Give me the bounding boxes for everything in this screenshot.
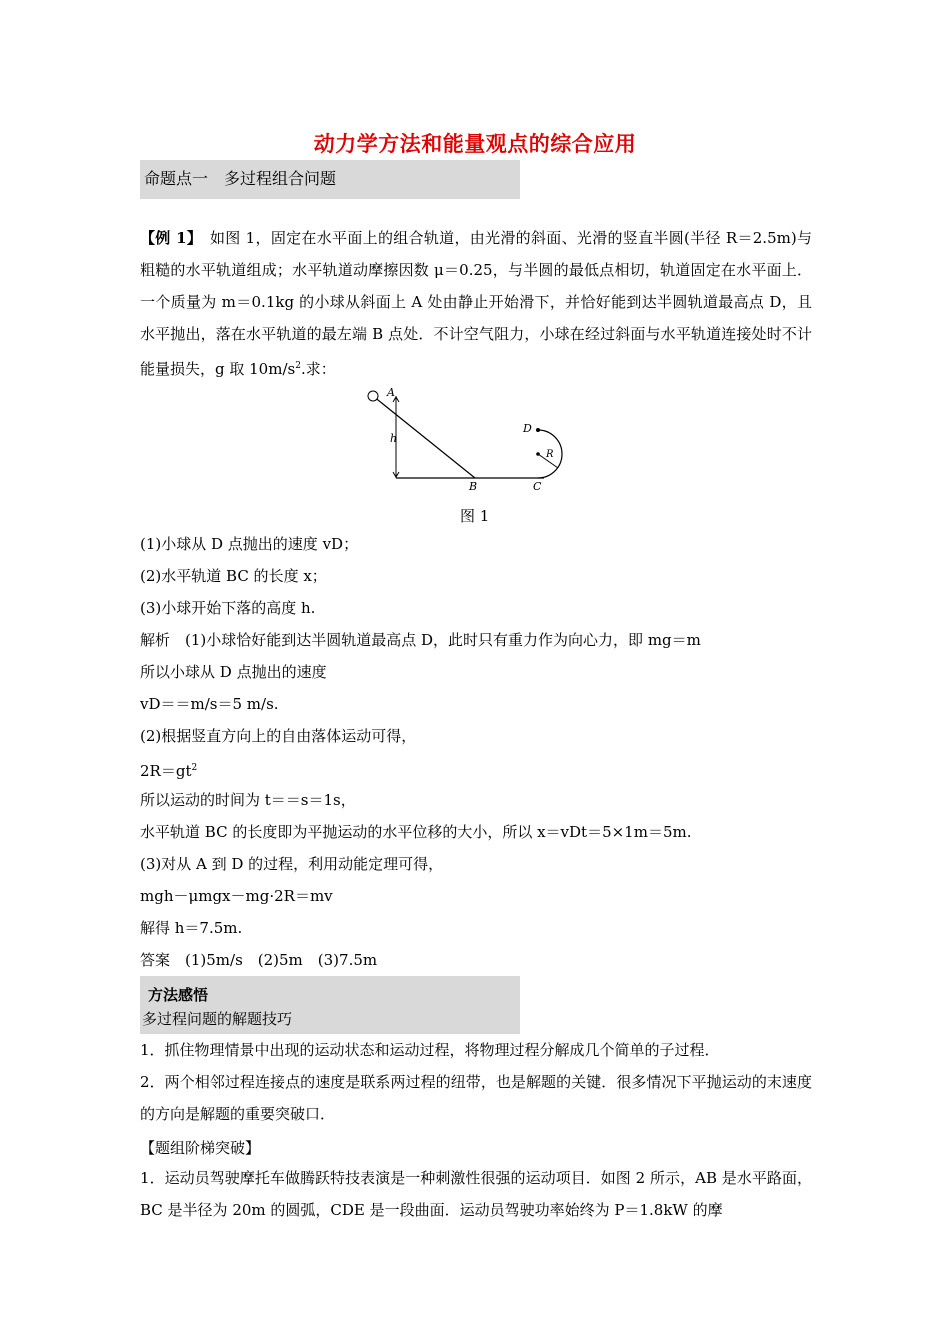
method-heading: 方法感悟 xyxy=(148,986,209,1004)
solution-fall-equation xyxy=(140,758,197,781)
solution-line-3: vD＝＝m/s＝5 m/s. xyxy=(140,695,279,713)
example-paragraph xyxy=(140,222,812,385)
example-label: 【例 1】 xyxy=(140,229,195,247)
page-title: 动力学方法和能量观点的综合应用 xyxy=(313,132,637,156)
method-tip-2: 2．两个相邻过程连接点的速度是联系两过程的纽带，也是解题的关键．很多情况下平抛运动的末速度的方向是解题的重要突破口． xyxy=(140,1073,812,1123)
method-subheading: 多过程问题的解题技巧 xyxy=(142,1010,293,1028)
section-header xyxy=(140,160,520,199)
answer-line: 答案 (1)5m/s (2)5m (3)7.5m xyxy=(140,951,378,969)
question-3: (3)小球开始下落的高度 h. xyxy=(140,599,316,617)
practice-question-1: 1．运动员驾驶摩托车做腾跃特技表演是一种刺激性很强的运动项目．如图 2 所示，AB 是水平路面，BC 是半径为 20m 的圆弧，CDE 是一段曲面．运动员驾驶功率始终为 P＝1.8kW 的摩 xyxy=(140,1169,812,1219)
solution-line-9: 解得 h＝7.5m. xyxy=(140,919,243,937)
label-r: R xyxy=(546,449,554,460)
solution-line-5: 所以运动的时间为 t＝＝s＝1s， xyxy=(140,791,356,809)
example-text-tail: .求： xyxy=(300,360,336,378)
practice-heading: 【题组阶梯突破】 xyxy=(140,1139,261,1157)
solution-line-1: 解析 (1)小球恰好能到达半圆轨道最高点 D，此时只有重力作为向心力，即 mg＝m xyxy=(140,631,701,649)
section-header-text: 命题点一 多过程组合问题 xyxy=(144,169,337,188)
figure-caption: 图 1 xyxy=(460,507,490,525)
figure-1-diagram xyxy=(360,380,590,495)
solution-line-6: 水平轨道 BC 的长度即为平抛运动的水平位移的大小，所以 x＝vDt＝5×1m＝5m. xyxy=(140,823,692,841)
question-1: (1)小球从 D 点抛出的速度 vD； xyxy=(140,535,359,553)
solution-line-2: 所以小球从 D 点抛出的速度 xyxy=(140,663,327,681)
label-b: B xyxy=(469,480,478,493)
example-text-sup: 2 xyxy=(295,361,301,371)
label-c: C xyxy=(533,480,542,493)
method-tip-1: 1．抓住物理情景中出现的运动状态和运动过程，将物理过程分解成几个简单的子过程． xyxy=(140,1041,720,1059)
fall-equation-sup: 2 xyxy=(191,763,198,773)
question-2: (2)水平轨道 BC 的长度 x； xyxy=(140,567,327,585)
fall-equation-text: 2R＝gt xyxy=(140,762,192,780)
label-h: h xyxy=(390,432,398,445)
solution-line-4: (2)根据竖直方向上的自由落体运动可得， xyxy=(140,727,417,745)
method-box xyxy=(140,976,520,1034)
label-a: A xyxy=(387,386,395,399)
solution-line-7: (3)对从 A 到 D 的过程，利用动能定理可得， xyxy=(140,855,444,873)
label-d: D xyxy=(523,422,532,435)
example-text: 如图 1，固定在水平面上的组合轨道，由光滑的斜面、光滑的竖直半圆(半径 R＝2.5m)与粗糙的水平轨道组成；水平轨道动摩擦因数 μ＝0.25，与半圆的最低点相切，轨道固定在水平面上．一个质量为 m＝0.1kg 的小球从斜面上 A 处由静止开始滑下，并恰好能到达半圆轨道最高点 D，且水平抛出，落在水平轨道的最左端 B 点处．不计空气阻力，小球在经过斜面与水平轨道连接处时不计能量损失，g 取 10m/s xyxy=(140,229,812,378)
solution-line-8: mgh－μmgx－mg·2R＝mv xyxy=(140,887,333,905)
